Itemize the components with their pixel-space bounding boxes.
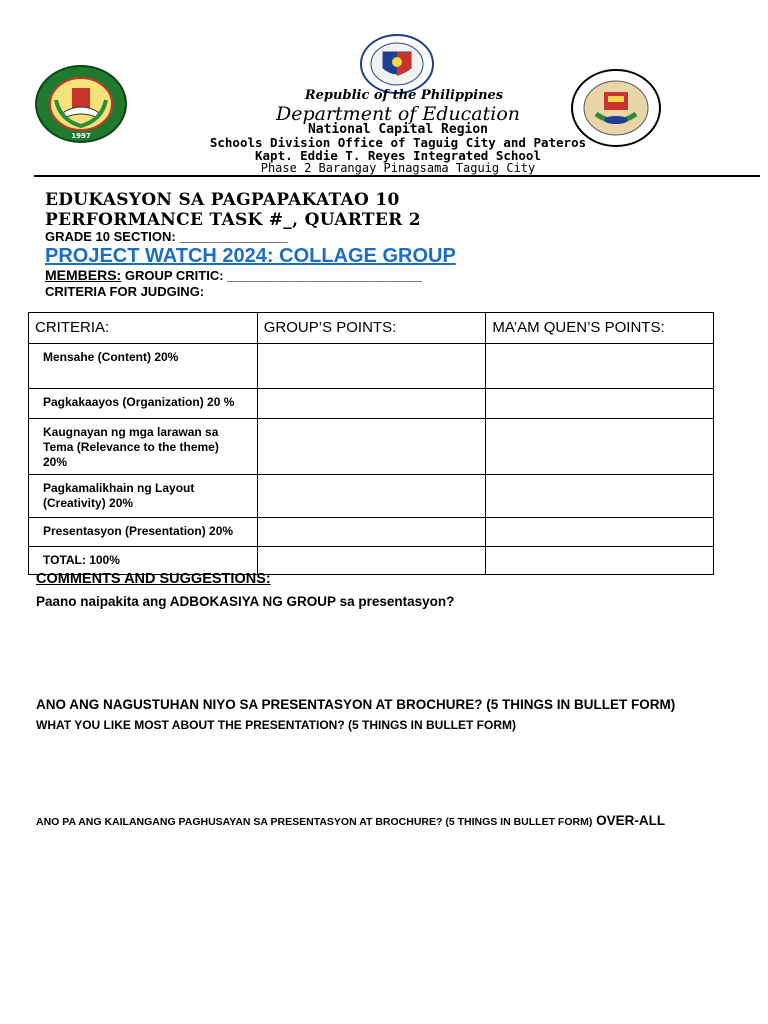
header-maam-points: MA’AM QUEN’S POINTS: [486, 313, 714, 344]
question-likes: ANO ANG NAGUSTUHAN NIYO SA PRESENTASYON AT BROCHURE? (5 THINGS IN BULLET FORM) [36, 697, 676, 712]
region-line: National Capital Region [307, 122, 488, 137]
table-row [29, 344, 714, 389]
group-points-cell[interactable] [257, 344, 486, 389]
group-points-cell[interactable] [257, 389, 486, 419]
criteria-cell: Pagkamalikhain ng Layout (Creativity) 20% [29, 475, 258, 518]
criteria-cell: Mensahe (Content) 20% [29, 344, 258, 389]
republic-line: Republic of the Philippines [304, 88, 504, 103]
address-line: Phase 2 Barangay Pinagsama Taguig City [260, 161, 536, 175]
project-title: PROJECT WATCH 2024: COLLAGE GROUP [45, 245, 456, 267]
school-logo-year: 1997 [71, 132, 91, 140]
question-improve-text: ANO PA ANG KAILANGANG PAGHUSAYAN SA PRESENTASYON AT BROCHURE? (5 THINGS IN BULLET FORM) [36, 816, 593, 828]
maam-points-cell[interactable] [486, 547, 714, 575]
division-line: Schools Division Office of Taguig City and Pateros [209, 135, 587, 150]
members-line [45, 267, 422, 283]
table-row [29, 389, 714, 419]
school-line: Kapt. Eddie T. Reyes Integrated School [255, 148, 541, 163]
deped-seal-logo [360, 34, 434, 94]
table-header-row [29, 313, 714, 344]
criteria-label: CRITERIA FOR JUDGING: [45, 284, 205, 299]
maam-points-cell[interactable] [486, 389, 714, 419]
comments-heading: COMMENTS AND SUGGESTIONS: [36, 571, 271, 587]
group-points-cell[interactable] [257, 419, 486, 475]
maam-points-cell[interactable] [486, 518, 714, 547]
maam-points-cell[interactable] [486, 344, 714, 389]
group-points-cell[interactable] [257, 518, 486, 547]
group-points-cell[interactable] [257, 547, 486, 575]
table-row [29, 475, 714, 518]
criteria-cell: Presentasyon (Presentation) 20% [29, 518, 258, 547]
maam-points-cell[interactable] [486, 419, 714, 475]
table-row [29, 419, 714, 475]
criteria-cell: TOTAL: 100% [29, 547, 258, 575]
question-likes-english: WHAT YOU LIKE MOST ABOUT THE PRESENTATION? (5 THINGS IN BULLET FORM) [36, 718, 516, 732]
criteria-cell: Pagkakaayos (Organization) 20 % [29, 389, 258, 419]
criteria-cell: Kaugnayan ng mga larawan sa Tema (Relevance to the theme) 20% [29, 419, 258, 475]
members-label: MEMBERS: [45, 267, 122, 283]
group-critic-field: GROUP CRITIC: ___________________________ [121, 268, 423, 283]
header-criteria: CRITERIA: [29, 313, 258, 344]
department-line: Department of Education [276, 103, 520, 125]
header-divider [34, 175, 760, 177]
task-title: PERFORMANCE TASK #_, QUARTER 2 [45, 210, 421, 230]
header-group-points: GROUP’S POINTS: [257, 313, 486, 344]
group-points-cell[interactable] [257, 475, 486, 518]
question-improve [36, 813, 665, 828]
question-advocacy: Paano naipakita ang ADBOKASIYA NG GROUP sa presentasyon? [36, 594, 455, 609]
maam-points-cell[interactable] [486, 475, 714, 518]
criteria-table [28, 312, 714, 575]
table-row [29, 518, 714, 547]
section-line: GRADE 10 SECTION: _______________ [45, 229, 288, 244]
subject-title: EDUKASYON SA PAGPAPAKATAO 10 [45, 190, 400, 210]
overall-label: OVER-ALL [592, 813, 666, 828]
